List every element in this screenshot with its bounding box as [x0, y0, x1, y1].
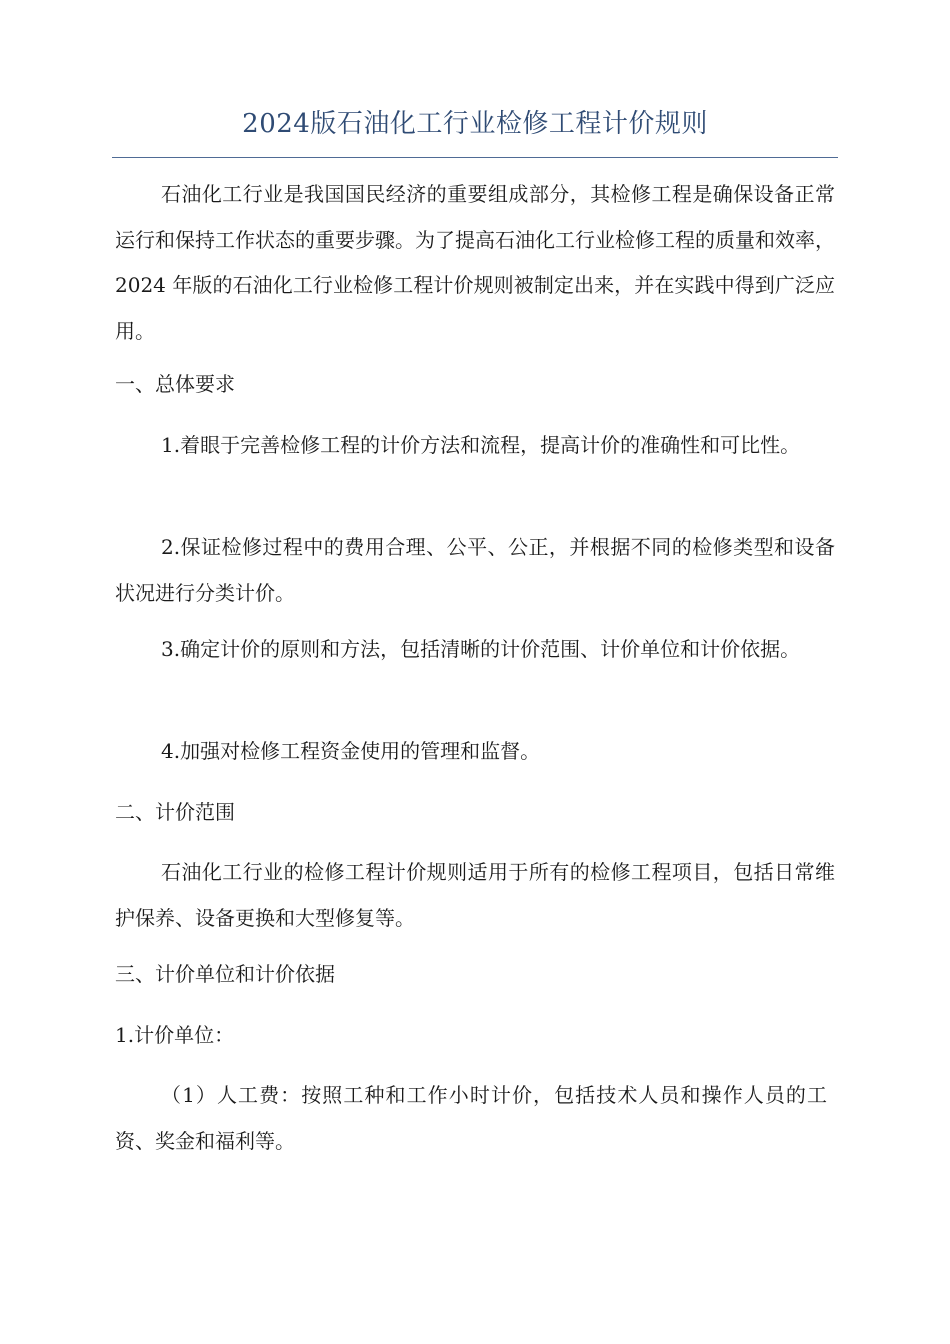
- scope-paragraph: 石油化工行业的检修工程计价规则适用于所有的检修工程项目，包括日常维护保养、设备更换和大型修复等。: [115, 860, 835, 930]
- requirement-item-3: 3.确定计价的原则和方法，包括清晰的计价范围、计价单位和计价依据。: [161, 637, 801, 661]
- document-title: 2024版石油化工行业检修工程计价规则: [242, 109, 708, 139]
- title-underline: [112, 157, 838, 158]
- section-heading-3: 三、计价单位和计价依据: [115, 962, 335, 986]
- section-heading-2: 二、计价范围: [115, 800, 235, 824]
- labor-cost-item: （1）人工费：按照工种和工作小时计价，包括技术人员和操作人员的工资、奖金和福利等。: [115, 1083, 827, 1153]
- section-heading-1: 一、总体要求: [115, 372, 235, 396]
- requirement-item-4: 4.加强对检修工程资金使用的管理和监督。: [161, 739, 541, 763]
- subsection-heading: 1.计价单位：: [115, 1023, 235, 1047]
- intro-paragraph: 石油化工行业是我国国民经济的重要组成部分，其检修工程是确保设备正常运行和保持工作状态的重要步骤。为了提高石油化工行业检修工程的质量和效率，2024 年版的石油化工行业检修工程计价规则被制定出来，并在实践中得到广泛应用。: [115, 182, 835, 343]
- requirement-item-1: 1.着眼于完善检修工程的计价方法和流程，提高计价的准确性和可比性。: [161, 433, 801, 457]
- requirement-item-2: 2.保证检修过程中的费用合理、公平、公正，并根据不同的检修类型和设备状况进行分类计价。: [115, 535, 835, 605]
